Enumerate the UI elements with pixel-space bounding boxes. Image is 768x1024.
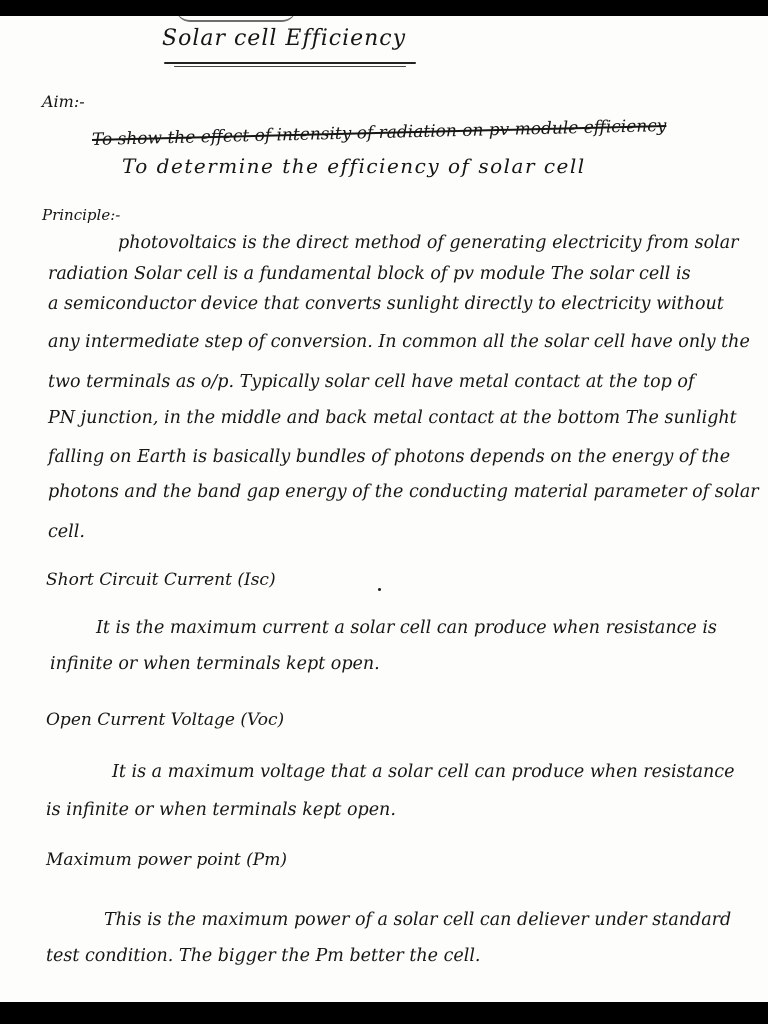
title-underline	[164, 62, 416, 64]
principle-label: Principle:-	[42, 206, 121, 224]
principle-line: a semiconductor device that converts sunlight directly to electricity without	[48, 294, 724, 314]
stray-ink-dot	[378, 588, 381, 591]
principle-line: PN junction, in the middle and back metal contact at the bottom The sunlight	[48, 408, 737, 428]
principle-line: photons and the band gap energy of the conducting material parameter of solar	[48, 482, 759, 502]
aim-label: Aim:-	[42, 92, 85, 111]
voc-line: It is a maximum voltage that a solar cell can produce when resistance	[112, 762, 735, 782]
voc-heading: Open Current Voltage (Voc)	[46, 710, 285, 730]
principle-line: two terminals as o/p. Typically solar cell have metal contact at the top of	[48, 372, 695, 392]
voc-line: is infinite or when terminals kept open.	[46, 800, 396, 820]
isc-heading: Short Circuit Current (Isc)	[46, 570, 276, 590]
title-underline-second	[174, 66, 406, 67]
isc-line: infinite or when terminals kept open.	[50, 654, 380, 674]
aim-text: To determine the efficiency of solar cell	[122, 154, 586, 178]
principle-line: radiation Solar cell is a fundamental block of pv module The solar cell is	[48, 264, 691, 284]
aim-struck-text: To show the effect of intensity of radiation on pv module efficiency	[91, 115, 667, 150]
pm-line: test condition. The bigger the Pm better the cell.	[46, 946, 481, 966]
principle-line: cell.	[48, 522, 85, 542]
principle-line: photovoltaics is the direct method of generating electricity from solar	[118, 233, 739, 253]
cropped-ink-mark	[176, 16, 296, 22]
page-title: Solar cell Efficiency	[162, 26, 407, 51]
principle-line: falling on Earth is basically bundles of photons depends on the energy of the	[48, 447, 731, 467]
isc-line: It is the maximum current a solar cell can produce when resistance is	[96, 618, 717, 638]
pm-heading: Maximum power point (Pm)	[46, 850, 287, 870]
notebook-page	[0, 16, 768, 1002]
pm-line: This is the maximum power of a solar cell can deliever under standard	[104, 910, 732, 930]
principle-line: any intermediate step of conversion. In common all the solar cell have only the	[48, 332, 750, 352]
